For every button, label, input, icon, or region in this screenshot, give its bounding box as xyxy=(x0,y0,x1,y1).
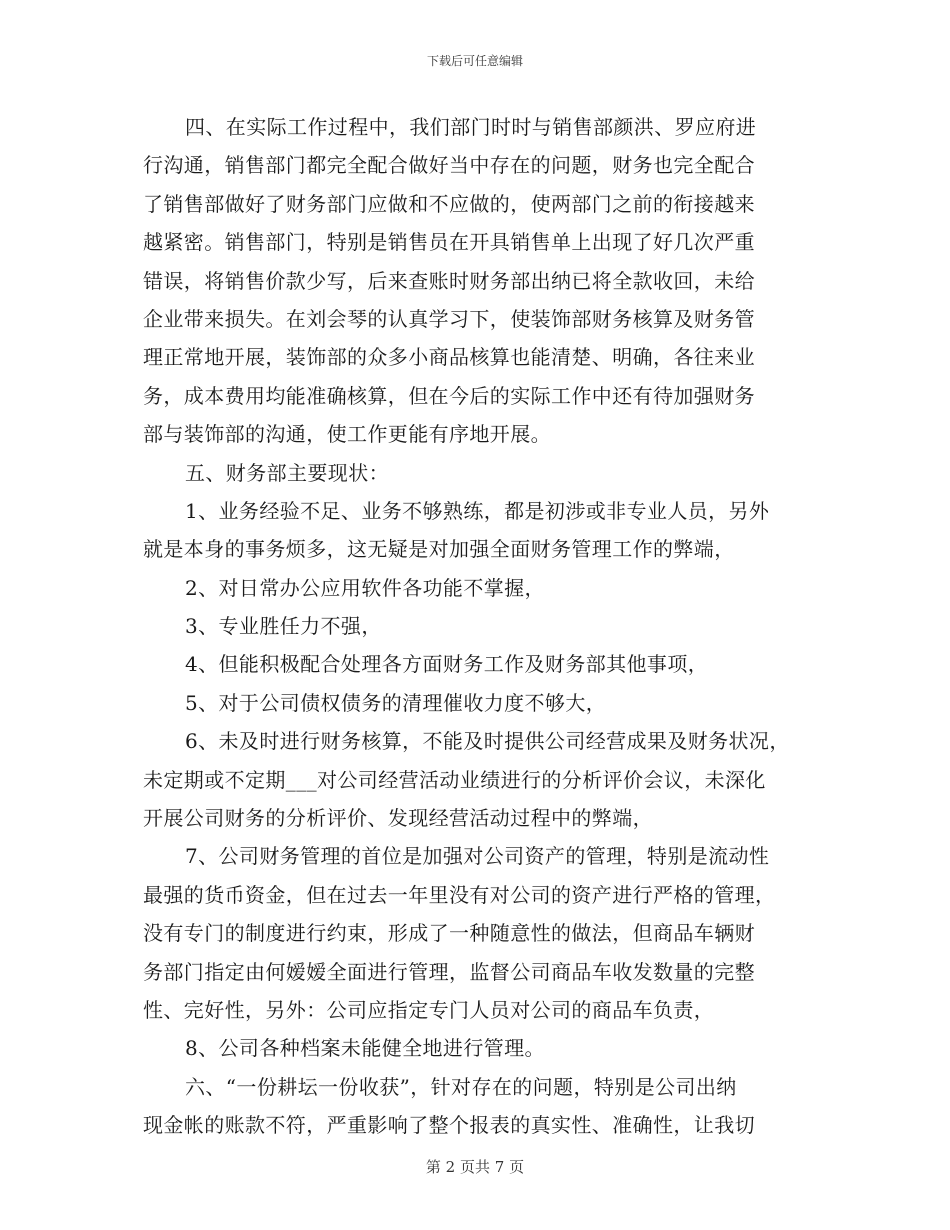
text-line: 错误，将销售价款少写，后来查账时财务部出纳已将全款收回，未给 xyxy=(143,268,755,293)
text-line: 7、公司财务管理的首位是加强对公司资产的管理，特别是流动性 xyxy=(185,844,770,869)
text-line: 8、公司各种档案未能健全地进行管理。 xyxy=(185,1036,545,1061)
text-line: 5、对于公司债权债务的清理催收力度不够大， xyxy=(185,690,607,715)
text-line: 部与装饰部的沟通，使工作更能有序地开展。 xyxy=(143,422,551,447)
text-line: 了销售部做好了财务部门应做和不应做的，使两部门之前的衔接越来 xyxy=(143,191,755,216)
text-line: 四、在实际工作过程中，我们部门时时与销售部颜洪、罗应府进 xyxy=(185,115,757,139)
text-line: 行沟通，销售部门都完全配合做好当中存在的问题，财务也完全配合 xyxy=(143,153,755,178)
document-body xyxy=(143,108,799,1145)
page-header: 下载后可任意编辑 xyxy=(426,54,523,68)
text-line: 1、业务经验不足、业务不够熟练，都是初涉或非专业人员，另外 xyxy=(185,498,770,523)
text-line: 越紧密。销售部门，特别是销售员在开具销售单上出现了好几次严重 xyxy=(143,230,755,255)
text-line: 没有专门的制度进行约束，形成了一种随意性的做法，但商品车辆财 xyxy=(143,921,755,946)
text-line: 五、财务部主要现状： xyxy=(185,460,389,485)
text-line: 6、未及时进行财务核算，不能及时提供公司经营成果及财务状况， xyxy=(185,729,790,754)
text-line: 企业带来损失。在刘会琴的认真学习下，使装饰部财务核算及财务管 xyxy=(143,306,755,331)
text-line: 开展公司财务的分析评价、发现经营活动过程中的弊端， xyxy=(143,806,653,831)
text-line: 最强的货币资金，但在过去一年里没有对公司的资产进行严格的管理， xyxy=(143,882,776,907)
text-line: 理正常地开展，装饰部的众多小商品核算也能清楚、明确，各往来业 xyxy=(143,345,755,370)
text-line: 务，成本费用均能准确核算，但在今后的实际工作中还有待加强财务 xyxy=(143,383,755,408)
text-line: 就是本身的事务烦多，这无疑是对加强全面财务管理工作的弊端， xyxy=(143,537,735,562)
page-footer: 第 2 页共 7 页 xyxy=(425,1158,525,1176)
text-line: 六、“一份耕坛一份收获”，针对存在的问题，特别是公司出纳 xyxy=(185,1074,737,1099)
text-line: 4、但能积极配合处理各方面财务工作及财务部其他事项， xyxy=(185,652,709,677)
text-line: 务部门指定由何嫒嫒全面进行管理，监督公司商品车收发数量的完整 xyxy=(143,959,755,984)
text-line: 性、完好性，另外：公司应指定专门人员对公司的商品车负责， xyxy=(143,997,715,1022)
text-line: 现金帐的账款不符，严重影响了整个报表的真实性、准确性，让我切 xyxy=(143,1113,755,1138)
text-line: 3、专业胜任力不强， xyxy=(185,614,382,639)
text-line: 2、对日常办公应用软件各功能不掌握， xyxy=(185,575,545,600)
text-line: 未定期或不定期___对公司经营活动业绩进行的分析评价会议，未深化 xyxy=(143,767,766,792)
